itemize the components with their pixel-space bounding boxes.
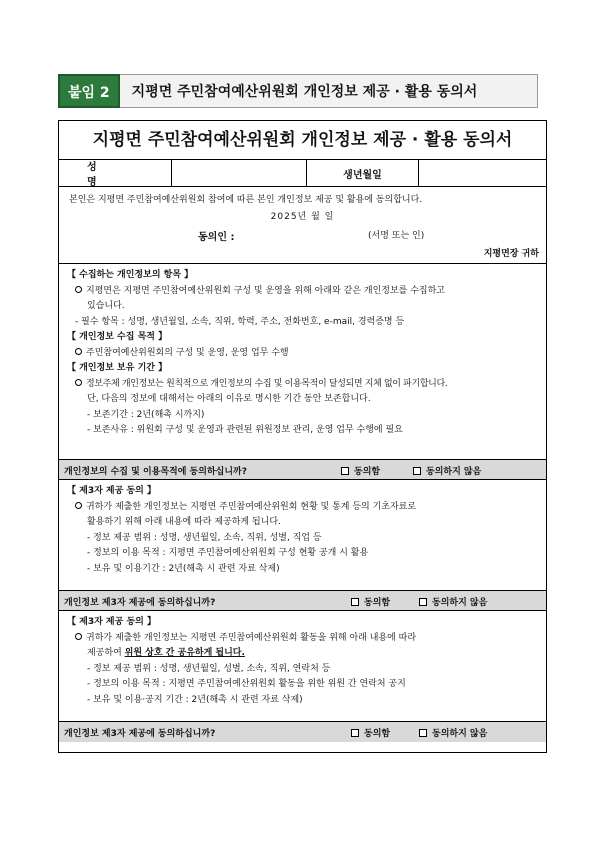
- collection-section: [59, 264, 546, 459]
- addressee: 지평면장 귀하: [483, 249, 539, 259]
- third-party-section: [59, 480, 546, 590]
- birth-label: 생년월일: [307, 160, 419, 186]
- attachment-badge: 붙임 2: [58, 74, 120, 108]
- identity-row: [59, 160, 546, 187]
- disagree-option[interactable]: 동의하지 않음: [419, 726, 487, 739]
- third-party-sharing-section: [59, 611, 546, 721]
- section-text: 단, 다음의 정보에 대해서는 아래의 이유로 명시한 기간 동안 보존합니다.: [87, 394, 371, 404]
- section-text: 주민참여예산위원회의 구성 및 운영, 운영 업무 수행: [86, 347, 289, 358]
- section-text: 활용하기 위해 아래 내용에 따라 제공하게 됩니다.: [87, 517, 281, 527]
- section-text: 지평면은 지평면 주민참여예산위원회 구성 및 운영을 위해 아래와 같은 개인정보를 수집하고: [86, 285, 445, 296]
- section-text: 제공하여: [87, 648, 125, 658]
- checkbox-icon[interactable]: [419, 598, 427, 606]
- consent-text: 본인은 지평면 주민참여예산위원회 참여에 따른 본인 개인정보 제공 및 활용에 동의합니다.: [69, 195, 423, 205]
- section-text: - 필수 항목 : 성명, 생년월일, 소속, 직위, 학력, 주소, 전화번호, e-mail, 경력증명 등: [75, 316, 405, 327]
- checkbox-icon[interactable]: [341, 467, 349, 475]
- attachment-header: [58, 74, 538, 108]
- consent-statement: [59, 187, 546, 264]
- agree-option[interactable]: 동의함: [341, 464, 380, 477]
- section-heading: 【 개인정보 수집 목적 】: [67, 332, 168, 342]
- signature-field[interactable]: (서명 또는 인): [368, 231, 425, 241]
- checkbox-icon[interactable]: [351, 598, 359, 606]
- checkbox-icon[interactable]: [351, 729, 359, 737]
- disagree-option[interactable]: 동의하지 않음: [419, 595, 487, 608]
- section-text: - 보존기간 : 2년(해촉 시까지): [87, 409, 205, 420]
- date-line[interactable]: 2025년 월 일: [270, 212, 335, 222]
- consent-question-row: [59, 459, 546, 480]
- consent-question: 개인정보의 수집 및 이용목적에 동의하십니까?: [64, 467, 247, 477]
- name-label: 성 명: [59, 160, 172, 186]
- name-field[interactable]: [172, 160, 307, 186]
- consent-question: 개인정보 제3자 제공에 동의하십니까?: [64, 598, 216, 608]
- section-heading: 【 제3자 제공 동의 】: [67, 617, 156, 627]
- section-text: - 정보의 이용 목적 : 지평면 주민참여예산위원회 구성 현황 공개 시 활용: [87, 548, 369, 558]
- section-text: 귀하가 제출한 개인정보는 지평면 주민참여예산위원회 활동을 위해 아래 내용에 따라: [86, 632, 417, 643]
- bullet-icon: [75, 286, 82, 293]
- bullet-icon: [75, 633, 82, 640]
- checkbox-icon[interactable]: [419, 729, 427, 737]
- consent-question: 개인정보 제3자 제공에 동의하십니까?: [64, 729, 216, 739]
- form-title: 지평면 주민참여예산위원회 개인정보 제공 · 활용 동의서: [59, 121, 546, 160]
- agree-option[interactable]: 동의함: [351, 595, 390, 608]
- section-text: 있습니다.: [87, 301, 125, 311]
- consent-question-row: [59, 590, 546, 611]
- section-heading: 【 제3자 제공 동의 】: [67, 486, 156, 496]
- section-heading: 【 개인정보 보유 기간 】: [67, 363, 168, 373]
- disagree-option[interactable]: 동의하지 않음: [413, 464, 481, 477]
- bullet-icon: [75, 502, 82, 509]
- bullet-icon: [75, 379, 82, 386]
- section-text: - 보유 및 이용·공지 기간 : 2년(해촉 시 관련 자료 삭제): [87, 694, 303, 705]
- section-text: - 정보의 이용 목적 : 지평면 주민참여예산위원회 활동을 위한 위원 간 연락처 공지: [87, 679, 406, 689]
- section-text: 정보주체 개인정보는 원칙적으로 개인정보의 수집 및 이용목적이 달성되면 지체 없이 파기합니다.: [86, 378, 448, 389]
- bullet-icon: [75, 348, 82, 355]
- header-title: 지평면 주민참여예산위원회 개인정보 제공 · 활용 동의서: [131, 84, 478, 100]
- checkbox-icon[interactable]: [413, 467, 421, 475]
- consent-question-row: [59, 721, 546, 742]
- signer-label: 동의인 :: [198, 232, 235, 243]
- section-text: - 정보 제공 범위 : 성명, 생년월일, 성별, 소속, 직위, 연락처 등: [87, 663, 331, 674]
- agree-option[interactable]: 동의함: [351, 726, 390, 739]
- section-text: 귀하가 제출한 개인정보는 지평면 주민참여예산위원회 현황 및 통계 등의 기초자료로: [86, 501, 417, 512]
- section-text: - 보유 및 이용기간 : 2년(해촉 시 관련 자료 삭제): [87, 563, 280, 574]
- section-heading: 【 수집하는 개인정보의 항목 】: [67, 270, 194, 280]
- birth-field[interactable]: [419, 160, 546, 186]
- emphasis-text: 위원 상호 간 공유하게 됩니다.: [124, 648, 245, 658]
- section-text: - 정보 제공 범위 : 성명, 생년월일, 소속, 직위, 성별, 직업 등: [87, 532, 322, 543]
- consent-form: [58, 120, 547, 753]
- section-text: - 보존사유 : 위원회 구성 및 운영과 관련된 위원정보 관리, 운영 업무 수행에 필요: [87, 425, 403, 435]
